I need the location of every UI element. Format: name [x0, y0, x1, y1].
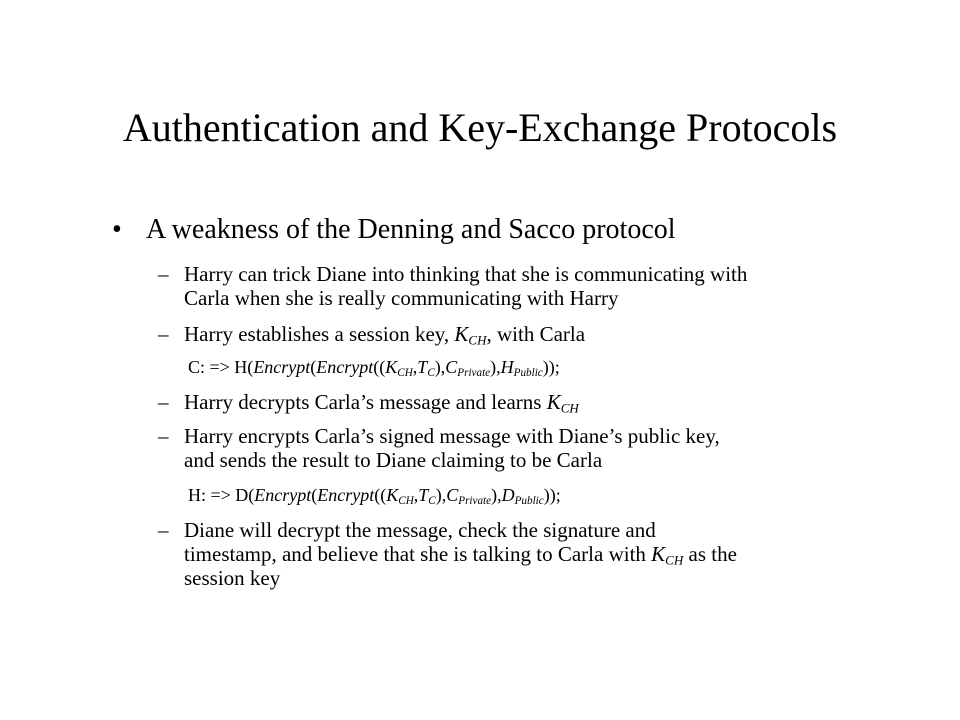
slide-title: Authentication and Key-Exchange Protocols [122, 105, 838, 150]
dash-marker: – [158, 262, 169, 286]
sub-item-line: Harry can trick Diane into thinking that she is communicating with [184, 262, 748, 286]
sub-item-line: session key [184, 566, 281, 590]
formula-harry-to-diane: H: => $D(Encrypt(Encrypt((K_{CH},T_C),C_{Private}),D_{Public}))$; [188, 485, 561, 507]
sub-item-line: and sends the result to Diane claiming to be Carla [184, 448, 603, 472]
formula-carla-to-harry: C: => $H(Encrypt(Encrypt((K_{CH},T_C),C_{Private}),H_{Public}))$; [188, 357, 560, 379]
sub-item-line: Harry decrypts Carla’s message and learns $K_{CH}$ [184, 390, 579, 416]
dash-marker: – [158, 424, 169, 448]
dash-marker: – [158, 518, 169, 542]
dash-marker: – [158, 322, 169, 346]
sub-item-line: Carla when she is really communicating with Harry [184, 286, 619, 310]
dash-marker: – [158, 390, 169, 414]
sub-item-line: Diane will decrypt the message, check the signature and [184, 518, 656, 542]
bullet-text: A weakness of the Denning and Sacco protocol [146, 214, 676, 245]
sub-item-line: Harry establishes a session key, $K_{CH}$, with Carla [184, 322, 586, 348]
sub-item-line: Harry encrypts Carla’s signed message with Diane’s public key, [184, 424, 720, 448]
sub-item-line: timestamp, and believe that she is talking to Carla with $K_{CH}$ as the [184, 542, 737, 568]
bullet-marker: • [112, 214, 122, 245]
